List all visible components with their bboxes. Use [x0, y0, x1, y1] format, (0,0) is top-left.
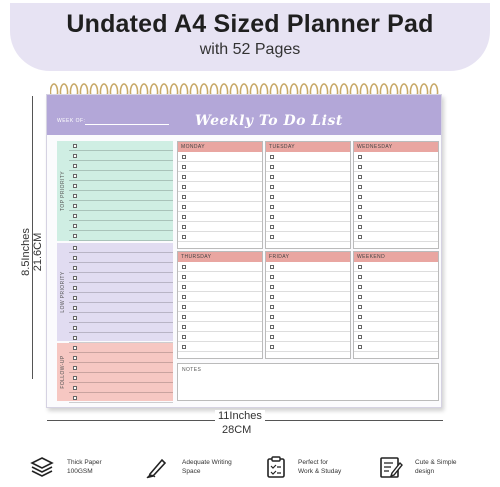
day-column-tuesday	[265, 141, 351, 249]
checkbox[interactable]	[73, 246, 77, 250]
checkbox[interactable]	[270, 345, 274, 349]
checkbox[interactable]	[358, 275, 362, 279]
day-task-row[interactable]	[354, 282, 438, 292]
checkbox[interactable]	[270, 235, 274, 239]
section-label-bg	[57, 141, 69, 241]
checkbox[interactable]	[73, 376, 77, 380]
day-header: MONDAY	[178, 142, 262, 152]
planner-header	[47, 95, 441, 135]
task-row[interactable]	[69, 211, 173, 221]
day-task-row[interactable]	[178, 302, 262, 312]
task-row[interactable]	[69, 363, 173, 373]
task-row[interactable]	[69, 323, 173, 333]
checkbox[interactable]	[358, 185, 362, 189]
days-bottom-grid	[177, 251, 439, 359]
task-row[interactable]	[69, 333, 173, 343]
day-task-row[interactable]	[178, 322, 262, 332]
checkbox[interactable]	[182, 235, 186, 239]
planner-page	[46, 94, 442, 408]
feature-thick-paper	[67, 458, 102, 476]
checkbox[interactable]	[73, 234, 77, 238]
checkbox[interactable]	[73, 366, 77, 370]
checkbox[interactable]	[358, 305, 362, 309]
day-task-row[interactable]	[354, 172, 438, 182]
checkbox[interactable]	[270, 215, 274, 219]
day-task-row[interactable]	[266, 302, 350, 312]
checkbox[interactable]	[270, 185, 274, 189]
checkbox[interactable]	[358, 165, 362, 169]
checkbox[interactable]	[270, 205, 274, 209]
day-task-row[interactable]	[178, 212, 262, 222]
feature-line1: Perfect for	[298, 459, 328, 466]
checkbox[interactable]	[270, 165, 274, 169]
day-task-row[interactable]	[354, 262, 438, 272]
day-task-row[interactable]	[354, 312, 438, 322]
checkbox[interactable]	[270, 175, 274, 179]
feature-line1: Adequate Writing	[182, 459, 232, 466]
section-label-bg	[57, 243, 69, 341]
day-task-row[interactable]	[178, 152, 262, 162]
checkbox[interactable]	[73, 214, 77, 218]
checkbox[interactable]	[358, 175, 362, 179]
day-task-row[interactable]	[266, 312, 350, 322]
notes-box	[177, 363, 439, 401]
checkbox[interactable]	[73, 144, 77, 148]
checkbox[interactable]	[73, 346, 77, 350]
day-task-row[interactable]	[266, 192, 350, 202]
day-column-friday	[265, 251, 351, 359]
feature-line2: Work & Studay	[298, 468, 342, 475]
day-task-row[interactable]	[266, 332, 350, 342]
day-task-row[interactable]	[266, 222, 350, 232]
day-column-thursday	[177, 251, 263, 359]
checkbox[interactable]	[358, 215, 362, 219]
checkbox[interactable]	[270, 335, 274, 339]
day-column-weekend	[353, 251, 439, 359]
checkbox[interactable]	[270, 155, 274, 159]
task-row[interactable]	[69, 141, 173, 151]
checkbox[interactable]	[358, 335, 362, 339]
checkbox[interactable]	[358, 205, 362, 209]
checkbox[interactable]	[270, 265, 274, 269]
checkbox[interactable]	[358, 295, 362, 299]
checkbox[interactable]	[358, 155, 362, 159]
checkbox[interactable]	[73, 164, 77, 168]
checkbox[interactable]	[270, 305, 274, 309]
checkbox[interactable]	[182, 205, 186, 209]
checkbox[interactable]	[182, 165, 186, 169]
checkbox[interactable]	[182, 185, 186, 189]
day-task-row[interactable]	[266, 202, 350, 212]
document-pen-icon	[379, 455, 403, 479]
product-subtitle: with 52 Pages	[199, 41, 301, 58]
checkbox[interactable]	[73, 356, 77, 360]
day-task-row[interactable]	[178, 202, 262, 212]
checkbox[interactable]	[182, 225, 186, 229]
day-task-row[interactable]	[178, 162, 262, 172]
day-task-row[interactable]	[178, 222, 262, 232]
day-task-row[interactable]	[354, 332, 438, 342]
checkbox[interactable]	[73, 296, 77, 300]
task-row[interactable]	[69, 373, 173, 383]
day-task-row[interactable]	[354, 182, 438, 192]
checkbox[interactable]	[182, 305, 186, 309]
task-row[interactable]	[69, 231, 173, 241]
day-task-row[interactable]	[266, 152, 350, 162]
day-task-row[interactable]	[354, 342, 438, 352]
section-label: FOLLOW-UP	[60, 355, 66, 389]
checkbox[interactable]	[270, 275, 274, 279]
checkbox[interactable]	[182, 175, 186, 179]
checkbox[interactable]	[358, 235, 362, 239]
checkbox[interactable]	[182, 315, 186, 319]
day-task-row[interactable]	[354, 302, 438, 312]
task-row[interactable]	[69, 181, 173, 191]
checkbox[interactable]	[73, 256, 77, 260]
feature-cute-design	[415, 458, 457, 476]
section-rows	[69, 141, 173, 241]
task-row[interactable]	[69, 191, 173, 201]
checkbox[interactable]	[73, 184, 77, 188]
task-row[interactable]	[69, 243, 173, 253]
checkbox[interactable]	[182, 345, 186, 349]
day-task-row[interactable]	[354, 292, 438, 302]
day-column-wednesday	[353, 141, 439, 249]
task-row[interactable]	[69, 263, 173, 273]
feature-writing-space	[182, 458, 232, 476]
section-low-priority	[57, 243, 173, 341]
task-row[interactable]	[69, 253, 173, 263]
day-task-row[interactable]	[354, 222, 438, 232]
day-task-row[interactable]	[266, 162, 350, 172]
checkbox[interactable]	[182, 215, 186, 219]
planner-title: Weekly To Do List	[195, 113, 343, 129]
day-task-row[interactable]	[354, 152, 438, 162]
height-cm-label: 21.6CM	[32, 232, 44, 272]
task-row[interactable]	[69, 303, 173, 313]
product-title: Undated A4 Sized Planner Pad	[66, 10, 434, 38]
task-row[interactable]	[69, 393, 173, 403]
section-top-priority	[57, 141, 173, 241]
feature-line1: Thick Paper	[67, 459, 102, 466]
checkbox[interactable]	[182, 265, 186, 269]
day-header: FRIDAY	[266, 252, 350, 262]
day-task-row[interactable]	[178, 182, 262, 192]
section-label: LOW PRIORITY	[60, 271, 66, 313]
checkbox[interactable]	[73, 316, 77, 320]
checkbox[interactable]	[73, 276, 77, 280]
banner	[0, 0, 500, 74]
clipboard-check-icon	[264, 455, 288, 479]
task-row[interactable]	[69, 201, 173, 211]
day-task-row[interactable]	[266, 182, 350, 192]
checkbox[interactable]	[182, 275, 186, 279]
task-row[interactable]	[69, 171, 173, 181]
day-task-row[interactable]	[178, 332, 262, 342]
day-task-row[interactable]	[354, 162, 438, 172]
day-task-row[interactable]	[266, 342, 350, 352]
day-task-row[interactable]	[178, 312, 262, 322]
day-header: TUESDAY	[266, 142, 350, 152]
task-row[interactable]	[69, 283, 173, 293]
task-row[interactable]	[69, 221, 173, 231]
checkbox[interactable]	[73, 224, 77, 228]
feature-line1: Cute & Simple	[415, 459, 457, 466]
task-row[interactable]	[69, 273, 173, 283]
day-header: THURSDAY	[178, 252, 262, 262]
task-row[interactable]	[69, 353, 173, 363]
width-cm-label: 28CM	[222, 424, 252, 436]
day-task-row[interactable]	[354, 232, 438, 242]
day-task-row[interactable]	[178, 282, 262, 292]
checkbox[interactable]	[358, 315, 362, 319]
height-inches-label: 8.5Inches	[20, 228, 32, 276]
day-header: WEDNESDAY	[354, 142, 438, 152]
section-label: TOP PRIORITY	[60, 171, 66, 211]
checkbox[interactable]	[73, 326, 77, 330]
day-task-row[interactable]	[266, 282, 350, 292]
section-follow-up	[57, 343, 173, 401]
checkbox[interactable]	[73, 204, 77, 208]
checkbox[interactable]	[358, 325, 362, 329]
day-task-row[interactable]	[178, 272, 262, 282]
checkbox[interactable]	[73, 306, 77, 310]
checkbox[interactable]	[182, 295, 186, 299]
width-inches-label: 11Inches	[215, 410, 265, 422]
checkbox[interactable]	[182, 335, 186, 339]
notes-label: NOTES	[182, 367, 202, 373]
day-task-row[interactable]	[266, 262, 350, 272]
checkbox[interactable]	[270, 325, 274, 329]
day-task-row[interactable]	[178, 292, 262, 302]
checkbox[interactable]	[73, 386, 77, 390]
day-task-row[interactable]	[266, 272, 350, 282]
day-task-row[interactable]	[178, 232, 262, 242]
week-of-line	[85, 124, 169, 125]
checkbox[interactable]	[73, 154, 77, 158]
checkbox[interactable]	[73, 194, 77, 198]
checkbox[interactable]	[73, 286, 77, 290]
day-task-row[interactable]	[266, 292, 350, 302]
day-task-row[interactable]	[354, 322, 438, 332]
checkbox[interactable]	[358, 265, 362, 269]
checkbox[interactable]	[182, 285, 186, 289]
checkbox[interactable]	[270, 195, 274, 199]
checkbox[interactable]	[73, 174, 77, 178]
task-row[interactable]	[69, 343, 173, 353]
task-row[interactable]	[69, 383, 173, 393]
day-task-row[interactable]	[266, 172, 350, 182]
stacked-paper-icon	[30, 455, 54, 479]
section-rows	[69, 343, 173, 401]
day-header: WEEKEND	[354, 252, 438, 262]
task-row[interactable]	[69, 293, 173, 303]
section-label-bg	[57, 343, 69, 401]
day-task-row[interactable]	[354, 272, 438, 282]
feature-work-study	[298, 458, 341, 476]
checkbox[interactable]	[358, 345, 362, 349]
checkbox[interactable]	[73, 336, 77, 340]
checkbox[interactable]	[270, 225, 274, 229]
checkbox[interactable]	[73, 396, 77, 400]
checkbox[interactable]	[73, 266, 77, 270]
day-task-row[interactable]	[354, 212, 438, 222]
day-task-row[interactable]	[354, 202, 438, 212]
feature-line2: design	[415, 468, 435, 475]
day-task-row[interactable]	[178, 172, 262, 182]
day-task-row[interactable]	[178, 192, 262, 202]
feature-line2: 100GSM	[67, 468, 93, 475]
task-row[interactable]	[69, 313, 173, 323]
day-task-row[interactable]	[266, 232, 350, 242]
day-column-monday	[177, 141, 263, 249]
checkbox[interactable]	[358, 225, 362, 229]
days-top-grid	[177, 141, 439, 249]
checkbox[interactable]	[182, 325, 186, 329]
day-task-row[interactable]	[266, 322, 350, 332]
day-task-row[interactable]	[178, 342, 262, 352]
day-task-row[interactable]	[178, 262, 262, 272]
day-task-row[interactable]	[354, 192, 438, 202]
checkbox[interactable]	[182, 155, 186, 159]
checkbox[interactable]	[182, 195, 186, 199]
day-task-row[interactable]	[266, 212, 350, 222]
feature-line2: Space	[182, 468, 201, 475]
checkbox[interactable]	[270, 285, 274, 289]
checkbox[interactable]	[270, 295, 274, 299]
pen-writing-icon	[145, 455, 169, 479]
checkbox[interactable]	[358, 285, 362, 289]
checkbox[interactable]	[358, 195, 362, 199]
task-row[interactable]	[69, 161, 173, 171]
week-of-label: WEEK OF:	[57, 118, 86, 124]
section-rows	[69, 243, 173, 341]
checkbox[interactable]	[270, 315, 274, 319]
task-row[interactable]	[69, 151, 173, 161]
